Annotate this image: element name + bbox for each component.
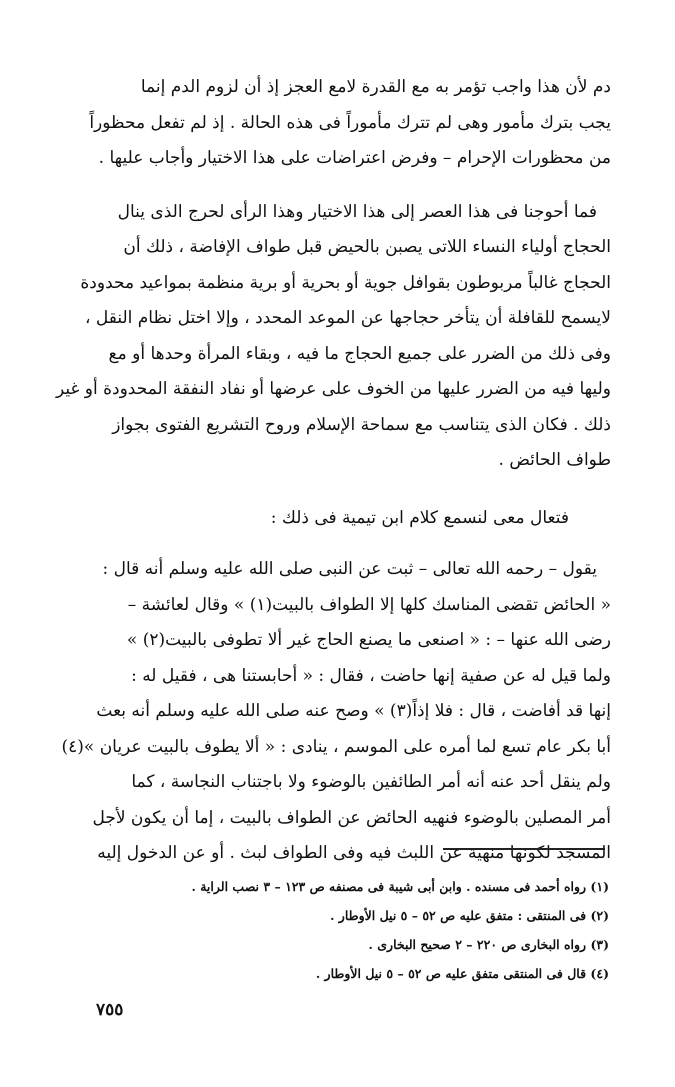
paragraph-3 — [95, 501, 611, 537]
main-text — [55, 70, 611, 872]
text-line: يقول – رحمه الله تعالى – ثبت عن النبى صلى الله عليه وسلم أنه قال : — [102, 559, 597, 579]
text-line: ولما قيل له عن صفية إنها حاضت ، فقال : « أحابستنا هى ، فقيل له : — [131, 665, 611, 686]
footnote-3: (٣) رواه البخارى ص ٢٢٠ – ٢ صحيح البخارى . — [368, 937, 609, 952]
text-line: من محظورات الإحرام – وفرض اعتراضات على هذا الاختيار وأجاب عليها . — [98, 148, 611, 168]
footnote-4: (٤) قال فى المنتقى متفق عليه ص ٥٢ – ٥ نيل الأوطار . — [315, 966, 609, 981]
text-line: أبا بكر عام تسع لما أمره على الموسم ، ينادى : « ألا يطوف بالبيت عريان »(٤) — [61, 736, 611, 757]
footnote-divider — [443, 848, 605, 850]
text-line: طواف الحائض . — [498, 450, 611, 470]
text-line: « الحائض تقضى المناسك كلها إلا الطواف بالبيت(١) » وقال لعائشة – — [127, 594, 611, 615]
footnote-2: (٢) فى المنتقى : متفق عليه ص ٥٢ – ٥ نيل الأوطار . — [330, 908, 609, 923]
text-line: المسجد لكونها منهية عن اللبث فيه وفى الطواف لبث . أو عن الدخول إليه — [97, 843, 611, 863]
text-line: رضى الله عنها – : « اصنعى ما يصنع الحاج غير ألا تطوفى بالبيت(٢) » — [126, 630, 611, 650]
text-line: يجب بترك مأمور وهى لم تترك مأموراً فى هذه الحالة . إذ لم تفعل محظوراً — [89, 112, 611, 133]
text-line: دم لأن هذا واجب تؤمر به مع القدرة لامع العجز إذ أن لزوم الدم إنما — [140, 77, 611, 97]
footnotes — [120, 872, 609, 988]
paragraph-1 — [89, 70, 611, 177]
text-line: الحجاج غالباً مربوطون بقوافل جوية أو بحرية أو برية منظمة بمواعيد محدودة — [80, 272, 611, 293]
text-line: أمر المصلين بالوضوء فنهيه الحائض عن الطواف بالبيت ، إما أن يكون لأجل — [92, 807, 611, 828]
footnote-1: (١) رواه أحمد فى مسنده . وابن أبى شيبة فى مصنفه ص ١٢٣ – ٣ نصب الراية . — [191, 879, 609, 894]
text-line: وليها فيه من الضرر عليها من الخوف على عرضها أو نفاد النفقة المحدودة أو غير — [55, 379, 611, 399]
text-line: وفى ذلك من الضرر على جميع الحجاج ما فيه ، وبقاء المرأة وحدها أو مع — [108, 343, 611, 364]
text-line: فتعال معى لنسمع كلام ابن تيمية فى ذلك : — [270, 507, 569, 528]
paragraph-2 — [55, 195, 611, 479]
text-line: ولم ينقل أحد عنه أنه أمر الطائفين بالوضوء ولا باجتناب النجاسة ، كما — [131, 772, 611, 792]
text-line: إنها قد أفاضت ، قال : فلا إذاً(٣) » وصح عنه صلى الله عليه وسلم أنه بعث — [96, 701, 611, 721]
text-line: لايسمح للقافلة أن يتأخر حجاجها عن الموعد المحدد ، وإلا اختل نظام النقل ، — [84, 308, 611, 328]
text-line: فما أحوجنا فى هذا العصر إلى هذا الاختيار وهذا الرأى لحرج الذى ينال — [117, 201, 597, 222]
page-number: ٧٥٥ — [96, 1000, 124, 1020]
paragraph-4 — [61, 552, 611, 872]
text-line: الحجاج أولياء النساء اللاتى يصبن بالحيض قبل طواف الإفاضة ، ذلك أن — [123, 237, 611, 257]
text-line: ذلك . فكان الذى يتناسب مع سماحة الإسلام وروح التشريع الفتوى بجواز — [112, 414, 611, 435]
